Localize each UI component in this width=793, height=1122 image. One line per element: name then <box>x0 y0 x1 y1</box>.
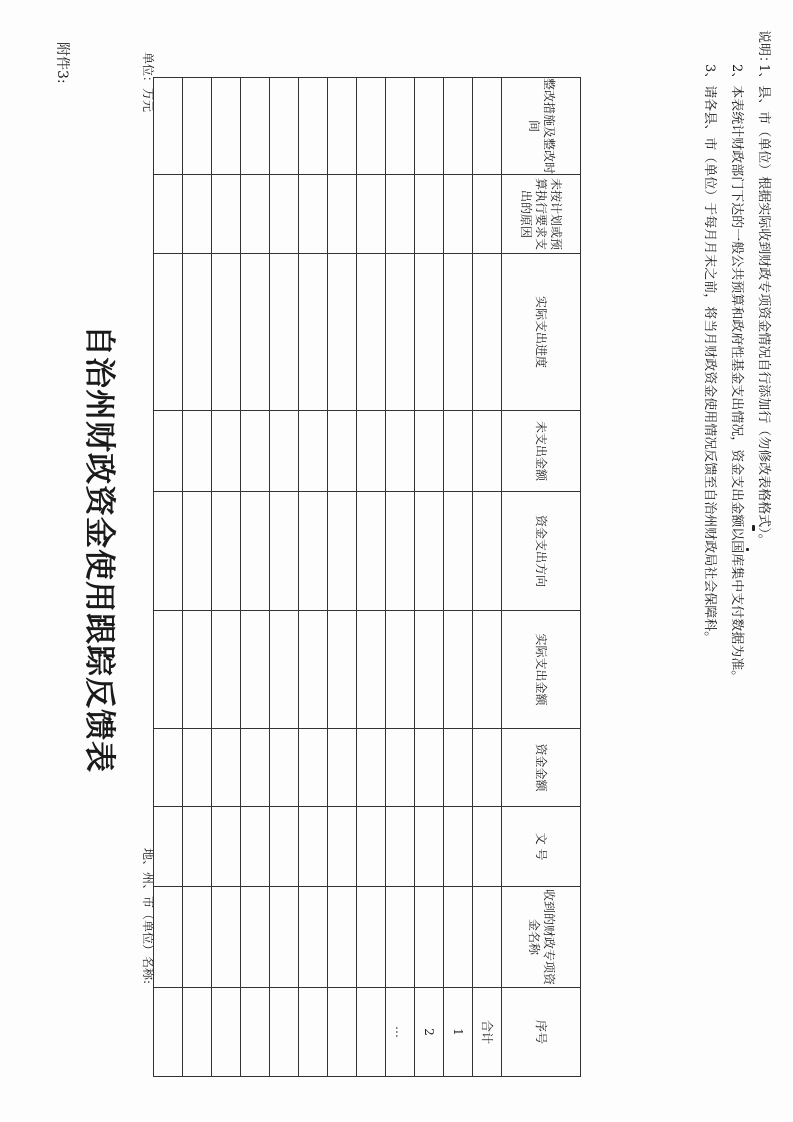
table-cell <box>444 254 473 411</box>
annex-label: 附件3: <box>54 42 70 84</box>
table-cell <box>415 254 444 411</box>
table-cell <box>183 729 212 807</box>
table-cell <box>473 254 502 411</box>
table-cell <box>183 78 212 175</box>
table-cell <box>444 411 473 492</box>
table-cell <box>270 887 299 988</box>
table-cell <box>473 411 502 492</box>
table-row <box>415 78 444 1077</box>
table-cell <box>415 411 444 492</box>
table-header-row <box>502 78 581 1077</box>
table-row <box>299 78 328 1077</box>
table-cell <box>328 611 357 729</box>
table-cell <box>241 254 270 411</box>
table-cell <box>270 492 299 611</box>
table-cell <box>357 492 386 611</box>
table-cell <box>415 492 444 611</box>
column-header: 资金金额 <box>502 729 581 807</box>
table-cell <box>473 807 502 887</box>
table-cell <box>444 78 473 175</box>
column-header: 未按计划或预算执行要求支出的原因 <box>502 175 581 254</box>
table-cell <box>183 492 212 611</box>
column-header: 实际支出进度 <box>502 254 581 411</box>
table-cell <box>328 807 357 887</box>
row-seq-cell: 合计 <box>473 988 502 1077</box>
table-cell <box>415 78 444 175</box>
scan-mark <box>746 548 749 551</box>
table-row <box>386 78 415 1077</box>
table-cell <box>386 78 415 175</box>
table-cell <box>212 78 241 175</box>
table-cell <box>386 887 415 988</box>
table-cell <box>444 611 473 729</box>
row-seq-cell <box>154 988 183 1077</box>
table-cell <box>154 807 183 887</box>
feedback-table <box>153 77 581 1077</box>
table-cell <box>154 492 183 611</box>
table-cell <box>415 175 444 254</box>
unit-label: 单位：万元 <box>141 52 155 113</box>
table-cell <box>212 729 241 807</box>
table-cell <box>154 887 183 988</box>
table-cell <box>473 175 502 254</box>
table-cell <box>386 411 415 492</box>
table-cell <box>241 492 270 611</box>
table-cell <box>357 611 386 729</box>
table-cell <box>299 611 328 729</box>
table-cell <box>444 175 473 254</box>
table-cell <box>154 175 183 254</box>
table-cell <box>386 492 415 611</box>
table-cell <box>473 729 502 807</box>
table-cell <box>154 411 183 492</box>
table-cell <box>299 887 328 988</box>
note-line <box>696 30 723 683</box>
table-cell <box>444 729 473 807</box>
table-cell <box>473 887 502 988</box>
table-row <box>270 78 299 1077</box>
table-cell <box>357 807 386 887</box>
note-text: 2、本表统计财政部门下达的一般公共预算和政府性基金支出情况，资金支出金额以国库集中支付数据为准。 <box>729 64 744 684</box>
row-seq-cell <box>299 988 328 1077</box>
table-row <box>241 78 270 1077</box>
table-cell <box>357 175 386 254</box>
table-cell <box>212 411 241 492</box>
row-seq-cell: 1 <box>444 988 473 1077</box>
table-cell <box>415 807 444 887</box>
table-row <box>212 78 241 1077</box>
table-row <box>357 78 386 1077</box>
table-cell <box>328 411 357 492</box>
notes <box>696 30 777 683</box>
table-cell <box>241 887 270 988</box>
table-cell <box>270 807 299 887</box>
table-cell <box>415 611 444 729</box>
table-row <box>444 78 473 1077</box>
column-header: 实际支出金额 <box>502 611 581 729</box>
row-seq-cell <box>183 988 212 1077</box>
table-cell <box>241 611 270 729</box>
table-cell <box>444 887 473 988</box>
row-seq-cell: … <box>386 988 415 1077</box>
table-cell <box>473 78 502 175</box>
table-cell <box>270 411 299 492</box>
table-cell <box>241 78 270 175</box>
row-seq-cell <box>328 988 357 1077</box>
note-text: 1、县、市（单位）根据实际收到财政专项资金情况自行添加行（勿修改表格格式）。 <box>756 64 771 547</box>
table-cell <box>328 887 357 988</box>
table-cell <box>328 175 357 254</box>
notes-label: 说明： <box>756 30 771 70</box>
table-cell <box>212 611 241 729</box>
table-cell <box>386 254 415 411</box>
table-cell <box>183 254 212 411</box>
table-cell <box>299 78 328 175</box>
table-cell <box>357 887 386 988</box>
table-cell <box>328 78 357 175</box>
table-cell <box>183 887 212 988</box>
table-cell <box>241 807 270 887</box>
table-cell <box>328 254 357 411</box>
table-row <box>328 78 357 1077</box>
table-cell <box>444 492 473 611</box>
column-header: 整改措施及整改时间 <box>502 78 581 175</box>
table-cell <box>270 175 299 254</box>
row-seq-cell <box>270 988 299 1077</box>
table-cell <box>212 254 241 411</box>
table-cell <box>386 611 415 729</box>
page-title: 自治州财政资金使用跟踪反馈表 <box>81 325 117 773</box>
table-cell <box>328 492 357 611</box>
column-header: 文 号 <box>502 807 581 887</box>
table-cell <box>444 807 473 887</box>
table-cell <box>212 175 241 254</box>
column-header: 收到的财政专项资金名称 <box>502 887 581 988</box>
table-cell <box>241 729 270 807</box>
table-cell <box>212 887 241 988</box>
table-cell <box>357 411 386 492</box>
note-line <box>723 30 750 683</box>
table-cell <box>241 175 270 254</box>
table-row <box>183 78 212 1077</box>
table-cell <box>270 729 299 807</box>
table-cell <box>386 807 415 887</box>
table-cell <box>328 729 357 807</box>
column-header: 未支出金额 <box>502 411 581 492</box>
table-row <box>154 78 183 1077</box>
table-cell <box>299 175 328 254</box>
note-text: 3、请各县、市（单位）于每月月末之前，将当月财政资金使用情况反馈至自治州财政局社会保障科。 <box>702 64 717 645</box>
table-cell <box>299 254 328 411</box>
table-cell <box>357 78 386 175</box>
region-label: 地、州、市（单位）名称: <box>141 848 155 985</box>
table-cell <box>212 807 241 887</box>
table-cell <box>357 729 386 807</box>
table-cell <box>357 254 386 411</box>
table-cell <box>154 729 183 807</box>
table-cell <box>473 611 502 729</box>
note-line <box>750 30 777 683</box>
table-cell <box>386 175 415 254</box>
table-cell <box>270 254 299 411</box>
table-cell <box>183 175 212 254</box>
table-cell <box>154 254 183 411</box>
table-cell <box>415 729 444 807</box>
table-cell <box>241 411 270 492</box>
table-row <box>473 78 502 1077</box>
table-cell <box>473 492 502 611</box>
row-seq-cell <box>241 988 270 1077</box>
table-cell <box>154 78 183 175</box>
table-cell <box>299 492 328 611</box>
table-cell <box>183 411 212 492</box>
table-cell <box>415 887 444 988</box>
table-cell <box>183 611 212 729</box>
column-header: 序号 <box>502 988 581 1077</box>
table-cell <box>270 611 299 729</box>
scan-mark <box>752 525 755 531</box>
row-seq-cell <box>212 988 241 1077</box>
table-cell <box>154 611 183 729</box>
column-header: 资金支出方向 <box>502 492 581 611</box>
table-cell <box>183 807 212 887</box>
table-cell <box>270 78 299 175</box>
table-cell <box>299 411 328 492</box>
row-seq-cell: 2 <box>415 988 444 1077</box>
table-cell <box>299 807 328 887</box>
table-cell <box>299 729 328 807</box>
table-cell <box>386 729 415 807</box>
table-cell <box>212 492 241 611</box>
row-seq-cell <box>357 988 386 1077</box>
